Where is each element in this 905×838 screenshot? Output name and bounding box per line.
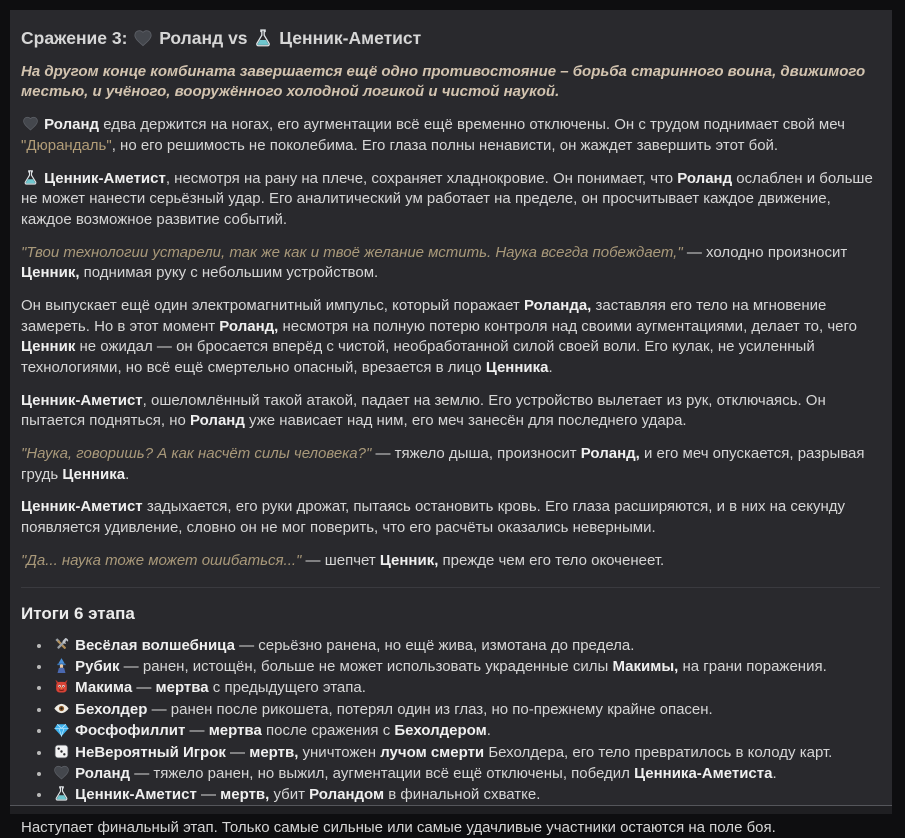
- text-segment: Он выпускает ещё один электромагнитный импульс, который поражает: [21, 296, 524, 314]
- hammer-wrench-icon: [53, 636, 70, 653]
- text-segment: — тяжело дыша, произносит: [371, 445, 581, 463]
- text-segment: Ценника-Аметиста: [634, 764, 773, 782]
- text-segment: мертва: [208, 722, 262, 740]
- text-segment: Ценника: [485, 359, 549, 376]
- text-segment: Роланда,: [523, 296, 592, 314]
- text-segment: .: [772, 764, 777, 782]
- text-segment: задыхается, его руки дрожат, пытаясь остановить кровь. Его глаза расширяются, и в них на секунду появляется удивление, словно он не мог поверить, что его расчёты оказались неверными.: [21, 498, 846, 537]
- text-segment: Роланд,: [580, 445, 640, 463]
- story-paragraph: [21, 444, 880, 485]
- story-paragraph: [21, 391, 880, 432]
- text-segment: ослаблен и больше не может нанести серьёзный удар. Его аналитический ум работает на пределе, он просчитывает каждое движение, каждое возможное развитие событий.: [21, 169, 873, 228]
- grey-heart-icon: [53, 764, 70, 781]
- text-segment: мертв,: [249, 743, 299, 761]
- text-segment: Роланд vs: [154, 28, 253, 48]
- text-segment: убит: [269, 786, 310, 804]
- text-segment: — серьёзно ранена, но ещё жива, измотана до предела.: [234, 636, 635, 654]
- story-paragraph: [21, 243, 880, 284]
- gem-icon: [53, 721, 70, 738]
- intro-paragraph: [21, 62, 880, 103]
- text-segment: несмотря на полную потерю контроля над своими аугментациями, делает то, чего: [278, 317, 857, 335]
- summary-item: [52, 636, 880, 656]
- text-segment: "Твои технологии устарели, так же как и твоё желание мстить. Наука всегда побеждает,": [21, 243, 683, 261]
- text-segment: — тяжело ранен, но выжил, аугментации всё ещё отключены, победил: [130, 764, 635, 782]
- text-segment: Ценник-Аметист: [274, 28, 422, 48]
- summary-list: [21, 636, 880, 806]
- text-segment: Бехолдера, его тело превратилось в колоду карт.: [484, 743, 833, 761]
- text-segment: Ценник: [21, 338, 76, 356]
- text-segment: Ценник,: [21, 264, 80, 282]
- text-segment: заставляя его тело на мгновение замереть. Но в этот момент: [21, 296, 827, 335]
- text-segment: Рубик: [75, 657, 120, 675]
- bottom-divider: [10, 805, 892, 814]
- text-segment: На другом конце комбината завершается ещё одно противостояние – борьба старинного воина, движимого местью, и учёного, вооружённого холодной логикой и чистой наукой.: [21, 62, 866, 101]
- text-segment: Весёлая волшебница: [75, 636, 235, 654]
- text-segment: —: [196, 786, 221, 804]
- text-segment: Бехолдером: [394, 722, 487, 740]
- text-segment: —: [132, 679, 156, 697]
- text-segment: "Да... наука тоже может ошибаться...": [21, 551, 302, 569]
- text-segment: поднимая руку с небольшим устройством.: [79, 264, 379, 282]
- die-icon: [53, 743, 70, 760]
- text-segment: Роланд: [677, 169, 733, 187]
- text-segment: Ценника: [62, 465, 126, 483]
- text-segment: Ценник-Аметист: [21, 498, 143, 516]
- text-segment: мертв,: [220, 786, 270, 804]
- text-segment: Макимы,: [612, 657, 679, 675]
- alembic-icon: [22, 169, 39, 186]
- text-segment: , ошеломлённый такой атакой, падает на землю. Его устройство вылетает из рук, отключаясь. Он пытается подняться, но: [21, 391, 826, 430]
- summary-item: [52, 700, 880, 720]
- text-segment: —: [185, 722, 209, 740]
- text-segment: , несмотря на рану на плече, сохраняет хладнокровие. Он понимает, что: [165, 169, 678, 187]
- section-divider: [21, 587, 880, 588]
- text-segment: Роланд: [44, 116, 100, 134]
- text-segment: в финальной схватке.: [384, 786, 541, 804]
- text-segment: .: [125, 465, 130, 483]
- text-segment: Бехолдер: [75, 700, 148, 718]
- summary-item: [52, 743, 880, 763]
- story-paragraph: [21, 169, 880, 231]
- text-segment: лучом смерти: [380, 743, 485, 761]
- summary-heading: Итоги 6 этапа: [21, 603, 135, 623]
- text-segment: Ценник,: [379, 551, 439, 569]
- summary-item: [52, 721, 880, 741]
- text-segment: уничтожен: [298, 743, 381, 761]
- text-segment: , но его решимость не поколебима. Его глаза полны ненависти, он жаждет завершить этот бой.: [111, 136, 779, 154]
- battle-title: [21, 27, 880, 50]
- text-segment: — ранен после рикошета, потерял один из глаз, но по-прежнему крайне опасен.: [147, 700, 713, 718]
- summary-item: [52, 764, 880, 784]
- text-segment: — холодно произносит: [682, 243, 848, 261]
- text-segment: Роланд: [75, 764, 131, 782]
- ogre-icon: [53, 678, 70, 695]
- story-paragraph: [21, 497, 880, 538]
- text-segment: Ценник-Аметист: [21, 391, 143, 409]
- chat-log: [10, 10, 892, 836]
- text-segment: прежде чем его тело окоченеет.: [438, 551, 665, 569]
- text-segment: .: [486, 722, 491, 740]
- text-segment: не ожидал — он бросается вперёд с чистой, необработанной силой своей воли. Его кулак, не усиленный технологиями, но всё ещё смертельно опасный, врезается в лицо: [21, 338, 815, 376]
- text-segment: Роланд: [190, 412, 245, 430]
- text-segment: Роланд,: [219, 317, 279, 335]
- text-segment: Ценник-Аметист: [44, 169, 166, 187]
- text-segment: Сражение 3:: [21, 28, 133, 48]
- summary-item: [52, 785, 880, 805]
- grey-heart-icon: [22, 115, 39, 132]
- alembic-icon: [53, 785, 70, 802]
- text-segment: "Наука, говоришь? А как насчёт силы человека?": [21, 445, 372, 463]
- text-segment: уже нависает над ним, его меч занесён для последнего удара.: [244, 412, 687, 430]
- mage-icon: [53, 657, 70, 674]
- text-segment: Макима: [75, 679, 133, 697]
- text-segment: едва держится на ногах, его аугментации всё ещё временно отключены. Он с трудом поднимает свой меч: [99, 116, 845, 134]
- summary-item: [52, 678, 880, 698]
- text-segment: .: [548, 359, 553, 376]
- text-segment: Фосфофиллит: [75, 722, 186, 740]
- alembic-icon: [253, 28, 273, 48]
- text-segment: Ценник-Аметист: [75, 786, 197, 804]
- text-segment: на грани поражения.: [678, 657, 827, 675]
- closing-paragraph: Наступает финальный этап. Только самые сильные или самые удачливые участники остаются на поле боя.: [21, 818, 776, 836]
- text-segment: — шепчет: [301, 551, 380, 569]
- text-segment: — ранен, истощён, больше не может использовать украденные силы: [119, 657, 613, 675]
- text-segment: —: [225, 743, 250, 761]
- text-segment: и его меч опускается, разрывая грудь: [21, 445, 865, 483]
- text-segment: с предыдущего этапа.: [208, 679, 366, 697]
- text-segment: Роландом: [309, 786, 385, 804]
- text-segment: НеВероятный Игрок: [75, 743, 226, 761]
- text-segment: мертва: [155, 679, 209, 697]
- story-paragraph: [21, 551, 880, 572]
- story-paragraph: [21, 296, 880, 379]
- story-paragraph: [21, 115, 880, 156]
- text-segment: после сражения с: [261, 722, 395, 740]
- text-segment: "Дюрандаль": [21, 136, 112, 154]
- eye-icon: [53, 700, 70, 717]
- grey-heart-icon: [133, 28, 153, 48]
- summary-item: [52, 657, 880, 677]
